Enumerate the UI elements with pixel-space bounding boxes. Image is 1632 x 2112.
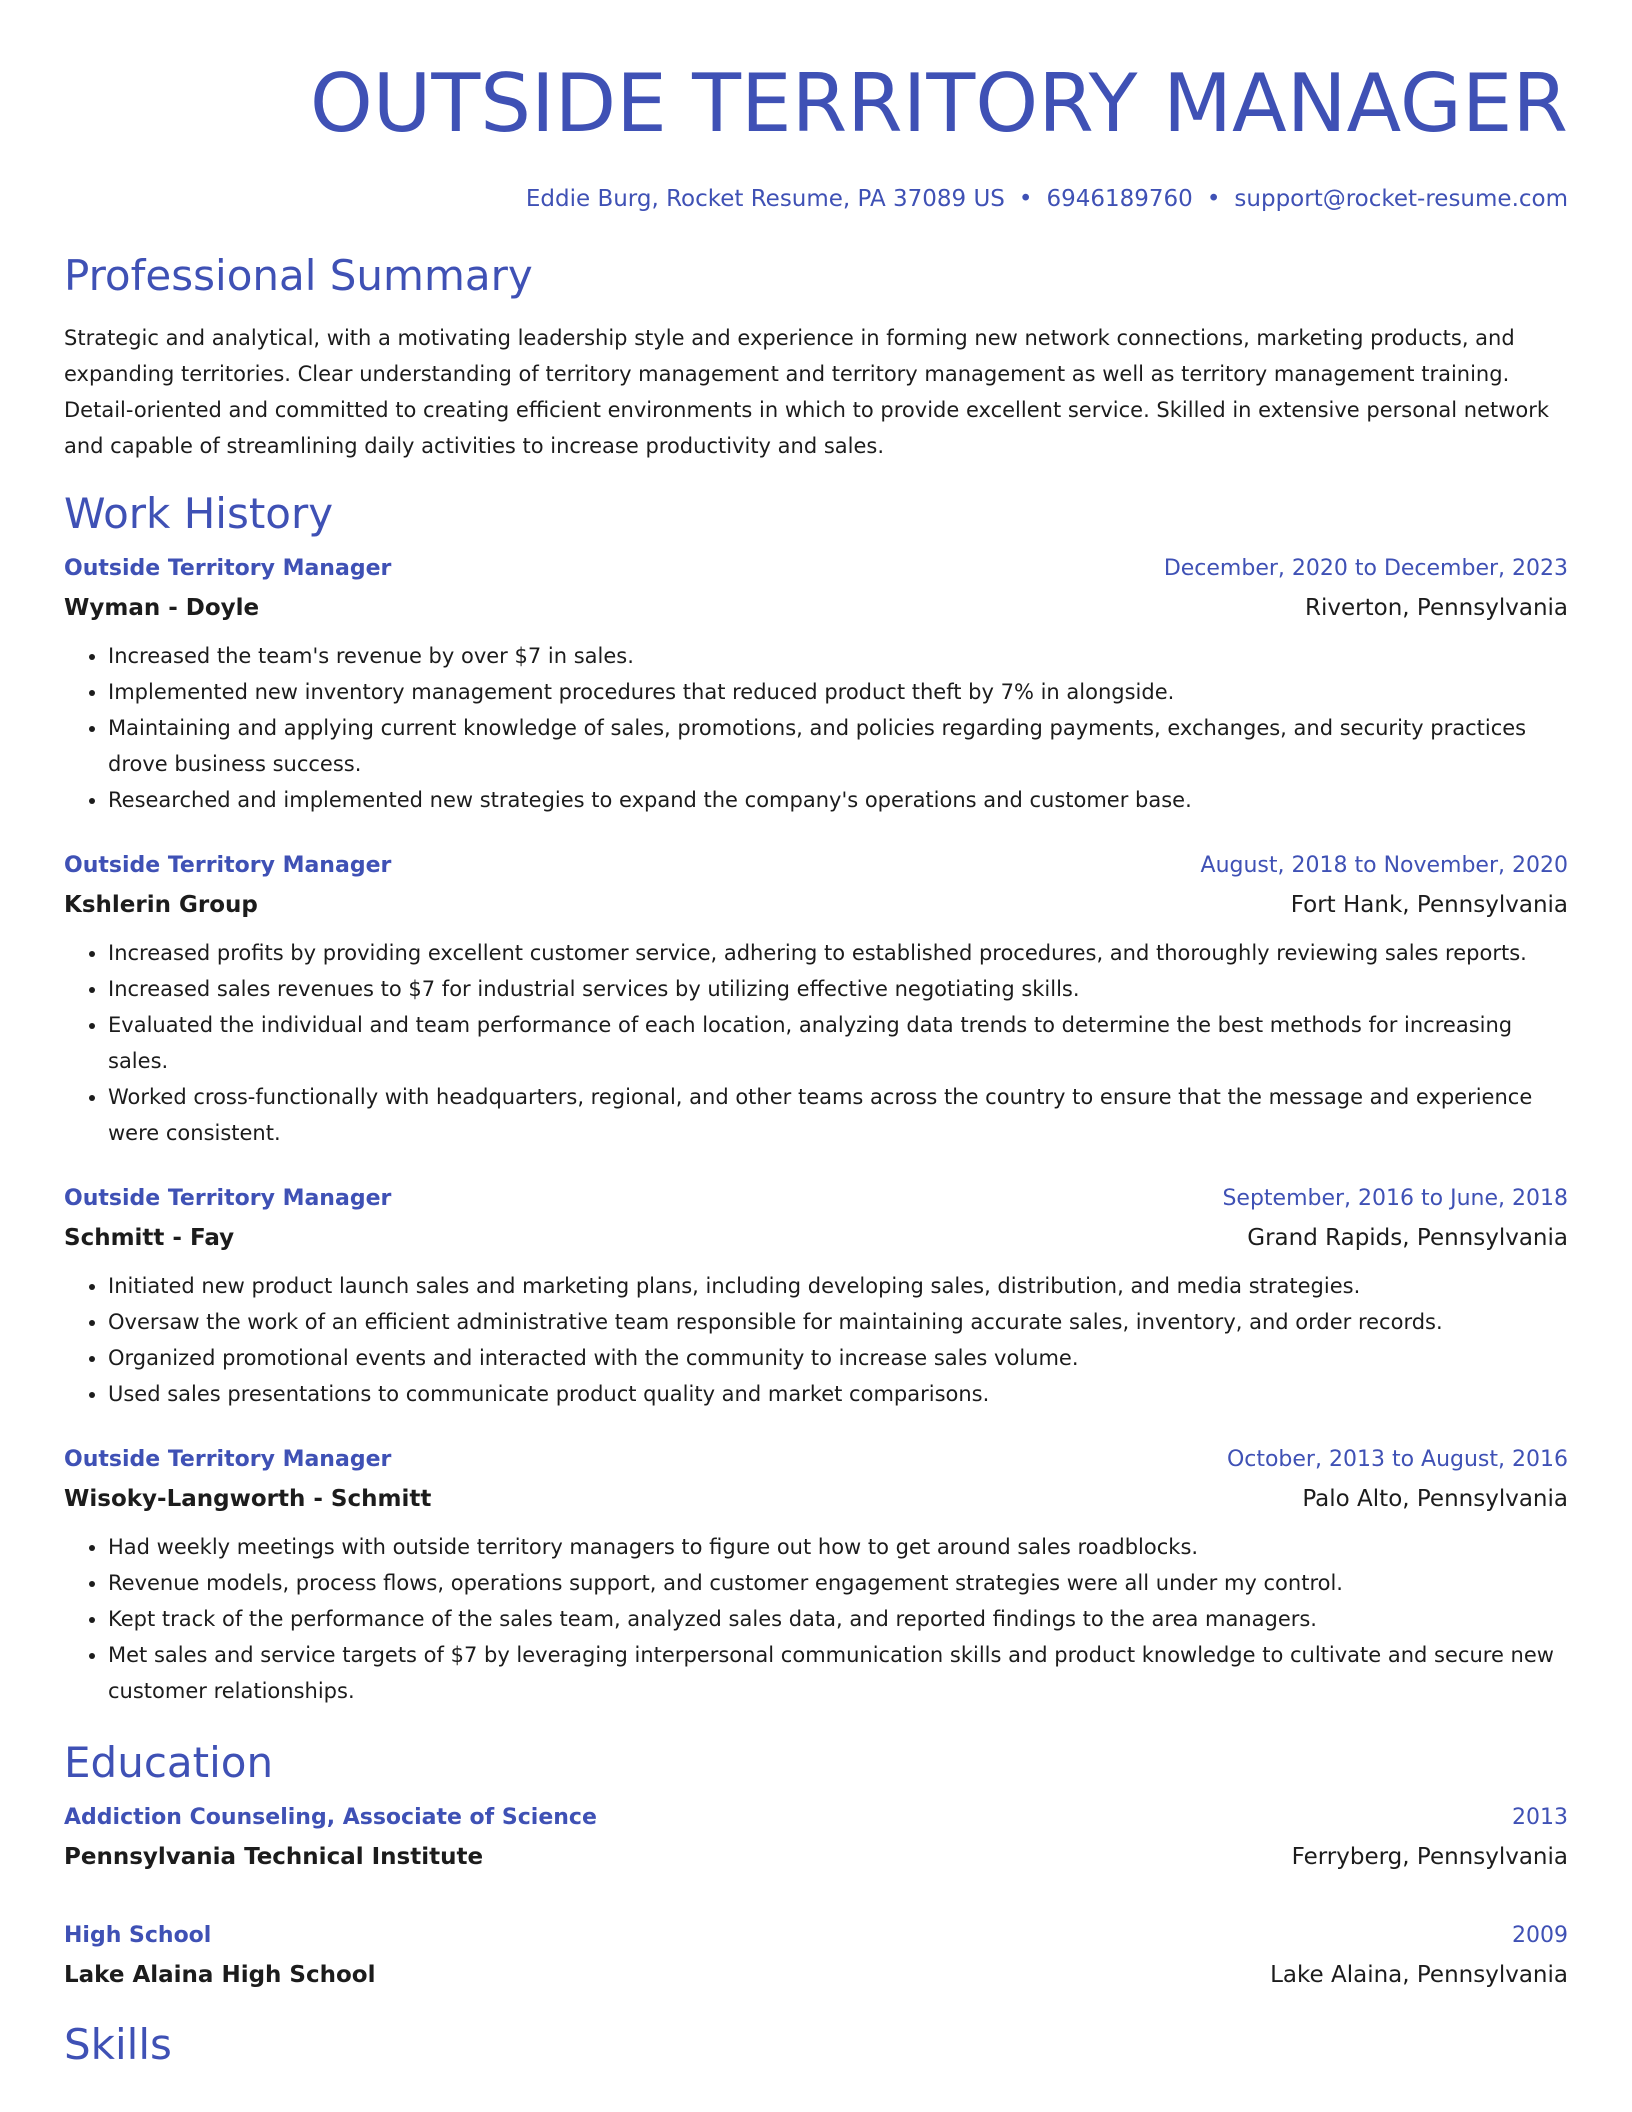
job-bullets [64, 935, 1568, 1151]
education-degree: High School [64, 1923, 212, 1948]
job-dates: October, 2013 to August, 2016 [1226, 1447, 1568, 1472]
job-company: Kshlerin Group [64, 892, 258, 918]
contact-email[interactable]: support@rocket-resume.com [1234, 186, 1568, 212]
job-bullet: • Had weekly meetings with outside territory managers to figure out how to get around sales roadblocks. [108, 1529, 1568, 1565]
education-entry [64, 1801, 1568, 1875]
job-location: Palo Alto, Pennsylvania [1302, 1486, 1568, 1512]
job-company: Wyman - Doyle [64, 595, 260, 621]
contact-line [64, 184, 1568, 214]
job-header-row [64, 552, 1568, 586]
job-bullet: • Initiated new product launch sales and marketing plans, including developing sales, distribution, and media strategies. [108, 1268, 1568, 1304]
education-school: Pennsylvania Technical Institute [64, 1844, 484, 1870]
job-bullet: • Increased sales revenues to $7 for industrial services by utilizing effective negotiating skills. [108, 971, 1568, 1007]
job-bullets [64, 1268, 1568, 1412]
resume-title: OUTSIDE TERRITORY MANAGER [309, 57, 1568, 150]
job-bullet: • Kept track of the performance of the sales team, analyzed sales data, and reported findings to the area managers. [108, 1601, 1568, 1637]
job-entry [64, 1182, 1568, 1412]
education-degree: Addiction Counseling, Associate of Science [64, 1805, 597, 1830]
job-entry [64, 849, 1568, 1151]
contact-separator: • [1018, 186, 1033, 212]
job-company-row [64, 590, 1568, 626]
job-bullet: • Revenue models, process flows, operations support, and customer engagement strategies were all under my control. [108, 1565, 1568, 1601]
summary-text: Strategic and analytical, with a motivating leadership style and experience in forming new network connections, marketing products, and expanding territories. Clear understanding of territory management and territory management as well as territory management training. Detail-oriented and committed to creating efficient environments in which to provide excellent service. Skilled in extensive personal network and capable of streamlining daily activities to increase productivity and sales. [64, 326, 1550, 458]
education-school: Lake Alaina High School [64, 1962, 376, 1988]
education-year: 2009 [1512, 1923, 1568, 1948]
job-bullet: • Met sales and service targets of $7 by leveraging interpersonal communication skills and product knowledge to cultivate and secure new customer relationships. [108, 1637, 1568, 1709]
job-bullets [64, 638, 1568, 818]
education-location: Ferryberg, Pennsylvania [1291, 1844, 1568, 1870]
work-history-heading: Work History [64, 489, 334, 538]
resume-page [64, 0, 1568, 2071]
education-year: 2013 [1512, 1805, 1568, 1830]
job-role: Outside Territory Manager [64, 556, 392, 581]
job-entry [64, 552, 1568, 818]
job-bullet: • Maintaining and applying current knowledge of sales, promotions, and policies regarding payments, exchanges, and security practices drove business success. [108, 710, 1568, 782]
job-bullet: • Organized promotional events and interacted with the community to increase sales volume. [108, 1340, 1568, 1376]
education-school-row [64, 1957, 1568, 1993]
job-location: Grand Rapids, Pennsylvania [1247, 1225, 1568, 1251]
job-company-row [64, 1220, 1568, 1256]
contact-address: Eddie Burg, Rocket Resume, PA 37089 US [525, 186, 1005, 212]
education-heading: Education [64, 1738, 274, 1787]
job-bullet: • Researched and implemented new strategies to expand the company's operations and customer base. [108, 782, 1568, 818]
education-header-row [64, 1801, 1568, 1835]
summary-heading: Professional Summary [64, 251, 533, 300]
job-role: Outside Territory Manager [64, 1186, 392, 1211]
job-bullet: • Increased the team's revenue by over $7 in sales. [108, 638, 1568, 674]
job-company-row [64, 887, 1568, 923]
education-entry [64, 1919, 1568, 1993]
job-location: Fort Hank, Pennsylvania [1290, 892, 1568, 918]
job-dates: December, 2020 to December, 2023 [1163, 556, 1568, 581]
job-bullet: • Implemented new inventory management procedures that reduced product theft by 7% in alongside. [108, 674, 1568, 710]
job-bullet: • Increased profits by providing excellent customer service, adhering to established procedures, and thoroughly reviewing sales reports. [108, 935, 1568, 971]
job-header-row [64, 1443, 1568, 1477]
job-entry [64, 1443, 1568, 1709]
job-bullet: • Used sales presentations to communicate product quality and market comparisons. [108, 1376, 1568, 1412]
education-school-row [64, 1839, 1568, 1875]
job-bullet: • Worked cross-functionally with headquarters, regional, and other teams across the country to ensure that the message and experience were consistent. [108, 1079, 1568, 1151]
job-bullet: • Evaluated the individual and team performance of each location, analyzing data trends to determine the best methods for increasing sales. [108, 1007, 1568, 1079]
contact-separator: • [1206, 186, 1221, 212]
job-dates: August, 2018 to November, 2020 [1200, 853, 1568, 878]
education-location: Lake Alaina, Pennsylvania [1270, 1962, 1568, 1988]
job-header-row [64, 1182, 1568, 1216]
education-header-row [64, 1919, 1568, 1953]
job-dates: September, 2016 to June, 2018 [1222, 1186, 1568, 1211]
job-bullet: • Oversaw the work of an efficient administrative team responsible for maintaining accurate sales, inventory, and order records. [108, 1304, 1568, 1340]
job-location: Riverton, Pennsylvania [1305, 595, 1568, 621]
job-role: Outside Territory Manager [64, 853, 392, 878]
job-company: Schmitt - Fay [64, 1225, 235, 1251]
job-company-row [64, 1481, 1568, 1517]
contact-phone: 6946189760 [1046, 186, 1193, 212]
job-header-row [64, 849, 1568, 883]
job-bullets [64, 1529, 1568, 1709]
job-company: Wisoky-Langworth - Schmitt [64, 1486, 432, 1512]
job-role: Outside Territory Manager [64, 1447, 392, 1472]
skills-heading: Skills [64, 2020, 172, 2069]
